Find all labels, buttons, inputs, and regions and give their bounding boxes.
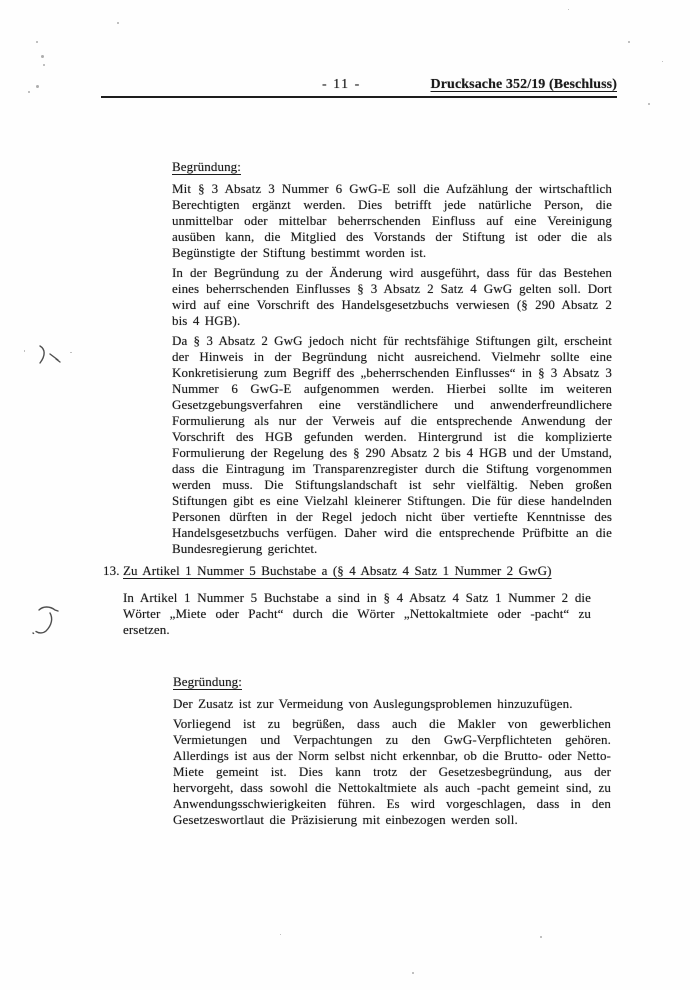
paragraph: Der Zusatz ist zur Vermeidung von Auslegungsproblemen hinzuzufügen. bbox=[173, 696, 573, 711]
scan-speck bbox=[43, 64, 45, 66]
scan-speck bbox=[628, 41, 630, 43]
paragraph: In Artikel 1 Nummer 5 Buchstabe a sind in § 4 Absatz 4 Satz 1 Nummer 2 die Wörter „Miete oder Pacht“ durch die Wörter „Nettokaltmiete oder -pacht“ zu ersetzen. bbox=[123, 590, 591, 637]
page-number: - 11 - bbox=[322, 77, 361, 92]
list-item-13 bbox=[103, 563, 615, 638]
scan-speck bbox=[662, 61, 663, 62]
paragraph: Mit § 3 Absatz 3 Nummer 6 GwG-E soll die Aufzählung der wirtschaftlich Berechtigten ergänzt werden. Dies betrifft jede natürliche Person, die unmittelbar oder mittelbar beherrschenden Einfluss auf eine Vereinigung ausüben kann, die Mitglied des Vorstands der Stiftung ist oder die als Begünstigte der Stiftung bestimmt worden ist. bbox=[172, 181, 612, 260]
begruendung-heading: Begründung: bbox=[173, 674, 242, 689]
begruendung-section-2 bbox=[173, 674, 611, 828]
paragraph: In der Begründung zu der Änderung wird ausgeführt, dass für das Bestehen eines beherrschenden Einflusses § 3 Absatz 2 Satz 4 GwG gelten soll. Dort wird auf eine Vorschrift des Handelsgesetzbuchs verwiesen (§ 290 Absatz 2 bis 4 HGB). bbox=[172, 265, 612, 328]
scan-speck bbox=[24, 350, 25, 352]
item-heading: Zu Artikel 1 Nummer 5 Buchstabe a (§ 4 Absatz 4 Satz 1 Nummer 2 GwG) bbox=[123, 563, 552, 578]
scan-speck bbox=[648, 103, 650, 105]
handwritten-margin-mark bbox=[20, 338, 68, 372]
begruendung-heading: Begründung: bbox=[172, 159, 241, 174]
scan-speck bbox=[36, 85, 39, 88]
begruendung-section-1 bbox=[172, 159, 612, 557]
document-body bbox=[0, 159, 700, 832]
scan-speck bbox=[412, 972, 414, 974]
document-reference: Drucksache 352/19 (Beschluss) bbox=[430, 77, 617, 92]
scan-speck bbox=[280, 934, 281, 935]
scan-speck bbox=[28, 91, 30, 93]
paragraph: Vorliegend ist zu begrüßen, dass auch die Makler von gewerblichen Vermietungen und Verpachtungen zu den GwG-Verpflichteten gehören. Allerdings ist aus der Norm selbst nicht erkennbar, ob die Brutto- oder Netto-Miete gemeint ist. Dies kann trotz der Gesetzesbegründung, aus der hervorgeht, dass sowohl die Nettokaltmiete als auch -pacht gemeint sind, zu Anwendungsschwierigkeiten führen. Es wird vorgeschlagen, dass in den Gesetzeswortlaut die Präzisierung mit einbezogen werden soll. bbox=[173, 716, 611, 827]
item-number: 13. bbox=[103, 563, 120, 578]
scan-speck bbox=[70, 352, 72, 353]
scan-speck bbox=[36, 41, 38, 43]
scan-speck bbox=[568, 9, 569, 10]
scan-speck bbox=[540, 936, 542, 938]
scan-speck bbox=[117, 22, 119, 24]
item-13-heading-row bbox=[103, 563, 615, 579]
page-header bbox=[101, 72, 617, 98]
paragraph: Da § 3 Absatz 2 GwG jedoch nicht für rechtsfähige Stiftungen gilt, erscheint der Hinweis in der Begründung nicht ausreichend. Vielmehr sollte eine Konkretisierung zum Begriff des „beherrschenden Einflusses“ in § 3 Absatz 3 Nummer 6 GwG-E aufgenommen werden. Hierbei sollte im weiteren Gesetzgebungsverfahren eine verständlichere und anwenderfreundlichere Formulierung als nur der Verweis auf die entsprechende Anwendung der Vorschrift des HGB gefunden werden. Hintergrund ist die komplizierte Formulierung der Regelung des § 290 Absatz 2 bis 4 HGB und der Umstand, dass die Eintragung im Transparenzregister durch die Stiftung vorgenommen werden muss. Die Stiftungslandschaft ist sehr vielfältig. Neben großen Stiftungen gibt es eine Vielzahl kleinerer Stiftungen. Die für diese handelnden Personen dürften in der Regel jedoch nicht über vertiefte Kenntnisse des Handelsgesetzbuchs verfügen. Daher wird die entsprechende Prüfbitte an die Bundesregierung gerichtet. bbox=[172, 333, 612, 556]
handwritten-margin-mark bbox=[24, 600, 68, 644]
scan-speck bbox=[41, 55, 44, 58]
